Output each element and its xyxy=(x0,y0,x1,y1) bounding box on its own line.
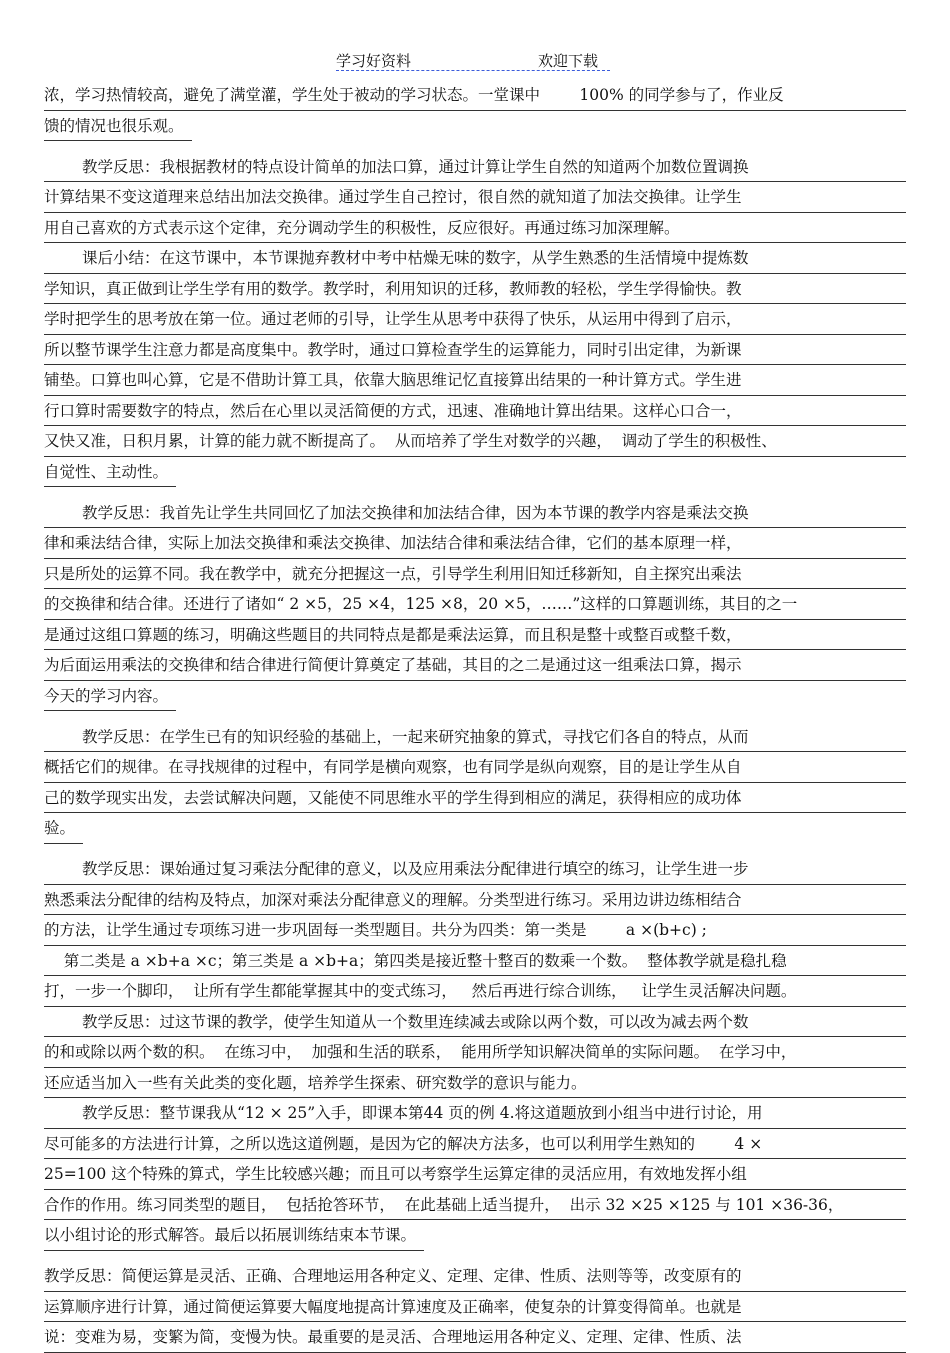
paragraph xyxy=(44,80,906,152)
text-line: 教学反思：课始通过复习乘法分配律的意义，以及应用乘法分配律进行填空的练习，让学生进一步 xyxy=(44,854,906,885)
paragraph xyxy=(44,722,906,855)
text-line: 又快又准，日积月累，计算的能力就不断提高了。 从而培养了学生对数学的兴趣， 调动了学生的积极性、 xyxy=(44,426,906,457)
text-line: 自觉性、主动性。 xyxy=(44,457,176,488)
header-right-text: 欢迎下载 xyxy=(538,52,599,70)
text-line: 馈的情况也很乐观。 xyxy=(44,111,192,142)
text-line: 的交换律和结合律。还进行了诸如“ 2 ×5，25 ×4，125 ×8，20 ×5，……”这样的口算题训练，其目的之一 xyxy=(44,589,906,620)
text-line: 打，一步一个脚印， 让所有学生都能掌握其中的变式练习， 然后再进行综合训练， 让学生灵活解决问题。 xyxy=(44,976,906,1007)
text-line: 的和或除以两个数的积。 在练习中， 加强和生活的联系， 能用所学知识解决简单的实际问题。 在学习中， xyxy=(44,1037,906,1068)
text-line: 浓，学习热情较高，避免了满堂灌，学生处于被动的学习状态。一堂课中 100% 的同学参与了，作业反 xyxy=(44,80,906,111)
text-line: 还应适当加入一些有关此类的变化题，培养学生探索、研究数学的意识与能力。 xyxy=(44,1068,906,1099)
paragraph xyxy=(44,854,906,1007)
text-line: 铺垫。口算也叫心算，它是不借助计算工具，依靠大脑思维记忆直接算出结果的一种计算方式。学生进 xyxy=(44,365,906,396)
text-line: 是通过这组口算题的练习，明确这些题目的共同特点是都是乘法运算，而且积是整十或整百或整千数， xyxy=(44,620,906,651)
text-line: 学时把学生的思考放在第一位。通过老师的引导，让学生从思考中获得了快乐，从运用中得到了启示， xyxy=(44,304,906,335)
paragraph xyxy=(44,1007,906,1099)
paragraph xyxy=(44,243,906,498)
document-body xyxy=(44,80,906,1353)
paragraph xyxy=(44,152,906,244)
text-line: 教学反思：过这节课的教学，使学生知道从一个数里连续减去或除以两个数，可以改为减去两个数 xyxy=(44,1007,906,1038)
text-line: 的方法，让学生通过专项练习进一步巩固每一类型题目。共分为四类：第一类是 a ×(b+c) ; xyxy=(44,915,906,946)
text-line: 第二类是 a ×b+a ×c；第三类是 a ×b+a；第四类是接近整十整百的数乘一个数。 整体教学就是稳扎稳 xyxy=(44,946,906,977)
header-divider xyxy=(336,70,610,71)
text-line: 概括它们的规律。在寻找规律的过程中，有同学是横向观察，也有同学是纵向观察，目的是让学生从自 xyxy=(44,752,906,783)
paragraph xyxy=(44,1098,906,1261)
text-line: 验。 xyxy=(44,813,83,844)
text-line: 教学反思：我首先让学生共同回忆了加法交换律和加法结合律，因为本节课的教学内容是乘法交换 xyxy=(44,498,906,529)
text-line: 熟悉乘法分配律的结构及特点，加深对乘法分配律意义的理解。分类型进行练习。采用边讲边练相结合 xyxy=(44,885,906,916)
text-line: 为后面运用乘法的交换律和结合律进行简便计算奠定了基础，其目的之二是通过这一组乘法口算，揭示 xyxy=(44,650,906,681)
text-line: 教学反思：简便运算是灵活、正确、合理地运用各种定义、定理、定律、性质、法则等等，改变原有的 xyxy=(44,1261,906,1292)
text-line: 教学反思：我根据教材的特点设计简单的加法口算，通过计算让学生自然的知道两个加数位置调换 xyxy=(44,152,906,183)
text-line: 25=100 这个特殊的算式，学生比较感兴趣；而且可以考察学生运算定律的灵活应用，有效地发挥小组 xyxy=(44,1159,906,1190)
text-line: 己的数学现实出发，去尝试解决问题，又能使不同思维水平的学生得到相应的满足，获得相应的成功体 xyxy=(44,783,906,814)
paragraph xyxy=(44,1261,906,1353)
text-line: 学知识，真正做到让学生学有用的数学。教学时，利用知识的迁移，教师教的轻松，学生学得愉快。教 xyxy=(44,274,906,305)
text-line: 今天的学习内容。 xyxy=(44,681,176,712)
text-line: 运算顺序进行计算，通过简便运算要大幅度地提高计算速度及正确率，使复杂的计算变得简单。也就是 xyxy=(44,1292,906,1323)
text-line: 所以整节课学生注意力都是高度集中。教学时，通过口算检查学生的运算能力，同时引出定律，为新课 xyxy=(44,335,906,366)
text-line: 说：变难为易，变繁为简，变慢为快。最重要的是灵活、合理地运用各种定义、定理、定律、性质、法 xyxy=(44,1322,906,1353)
text-line: 教学反思：在学生已有的知识经验的基础上，一起来研究抽象的算式，寻找它们各自的特点，从而 xyxy=(44,722,906,753)
header-left-text: 学习好资料 xyxy=(336,52,412,70)
paragraph xyxy=(44,498,906,722)
page-header xyxy=(0,48,950,74)
text-line: 教学反思：整节课我从“12 × 25”入手，即课本第44 页的例 4.将这道题放到小组当中进行讨论，用 xyxy=(44,1098,906,1129)
text-line: 用自己喜欢的方式表示这个定律，充分调动学生的积极性，反应很好。再通过练习加深理解。 xyxy=(44,213,906,244)
text-line: 计算结果不变这道理来总结出加法交换律。通过学生自己控讨，很自然的就知道了加法交换律。让学生 xyxy=(44,182,906,213)
text-line: 合作的作用。练习同类型的题目， 包括抢答环节， 在此基础上适当提升， 出示 32 ×25 ×125 与 101 ×36-36， xyxy=(44,1190,906,1221)
text-line: 以小组讨论的形式解答。最后以拓展训练结束本节课。 xyxy=(44,1220,424,1251)
text-line: 律和乘法结合律，实际上加法交换律和乘法交换律、加法结合律和乘法结合律，它们的基本原理一样， xyxy=(44,528,906,559)
text-line: 课后小结：在这节课中，本节课抛弃教材中考中枯燥无味的数字，从学生熟悉的生活情境中提炼数 xyxy=(44,243,906,274)
text-line: 尽可能多的方法进行计算，之所以选这道例题，是因为它的解决方法多，也可以利用学生熟知的 4 × xyxy=(44,1129,906,1160)
text-line: 只是所处的运算不同。我在教学中，就充分把握这一点，引导学生利用旧知迁移新知，自主探究出乘法 xyxy=(44,559,906,590)
text-line: 行口算时需要数字的特点，然后在心里以灵活简便的方式，迅速、准确地计算出结果。这样心口合一， xyxy=(44,396,906,427)
